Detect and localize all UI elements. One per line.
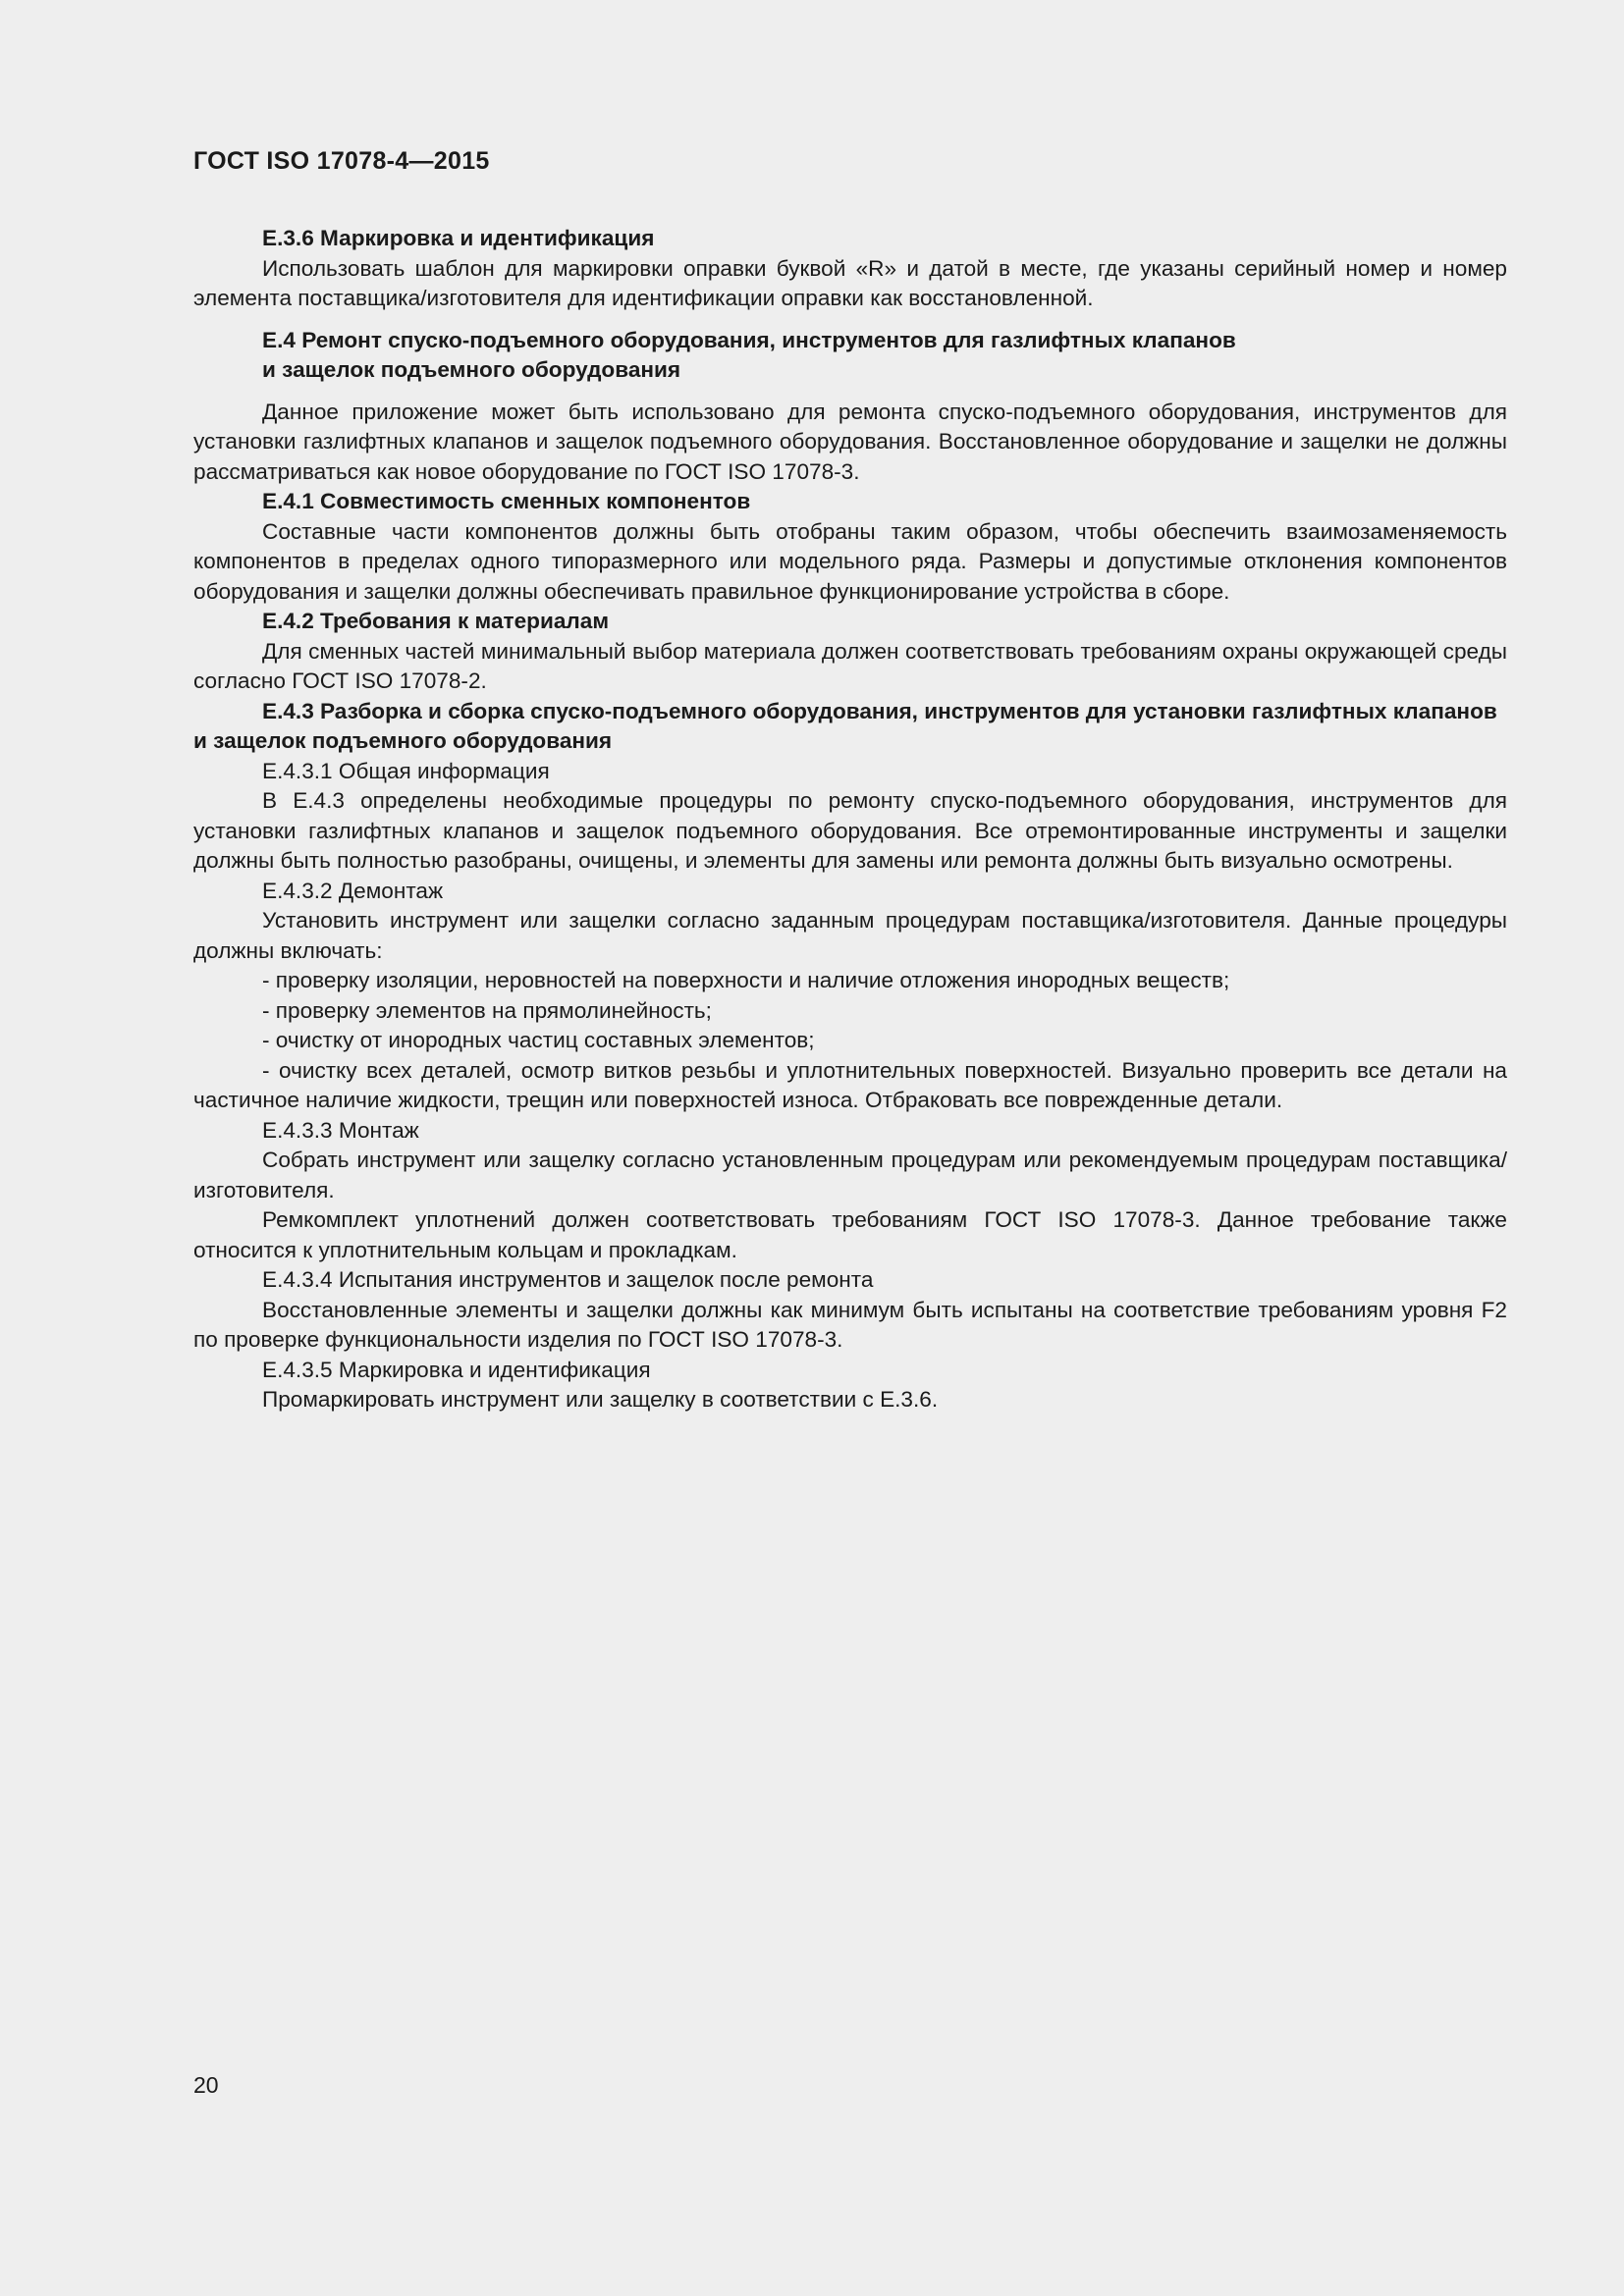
subsection-heading-e434: Е.4.3.4 Испытания инструментов и защелок после ремонта [262,1267,874,1292]
paragraph-e42: Для сменных частей минимальный выбор материала должен соответствовать требованиям охраны окружающей среды согласно ГОСТ ISO 17078-2. [193,638,1507,693]
paragraph-e431: В Е.4.3 определены необходимые процедуры по ремонту спуско-подъемного оборудования, инструментов для установки газлифтных клапанов и защелок подъемного оборудования. Все отремонтированные инструменты и защелки должны быть полностью разобраны, очищены, и элементы для замены или ремонта должны быть визуально осмотрены. [193,788,1507,873]
section-heading-e42: Е.4.2 Требования к материалам [262,609,610,633]
subsection-heading-e433: Е.4.3.3 Монтаж [262,1117,419,1143]
paragraph-e4: Данное приложение может быть использовано для ремонта спуско-подъемного оборудования, инструментов для установки газлифтных клапанов и защелок подъемного оборудования. Восстановленное оборудование и защелки не должны рассматриваться как новое оборудование по ГОСТ ISO 17078-3. [193,399,1507,484]
list-item: - очистку всех деталей, осмотр витков резьбы и уплотнительных поверхностей. Визуально проверить все детали на частичное наличие жидкости, трещин или поверхностей износа. Отбраковать все поврежденные детали. [193,1057,1507,1112]
section-heading-e36: Е.3.6 Маркировка и идентификация [262,226,655,250]
paragraph-e434: Восстановленные элементы и защелки должны как минимум быть испытаны на соответствие требованиям уровня F2 по проверке функциональности изделия по ГОСТ ISO 17078-3. [193,1297,1507,1352]
page-number: 20 [193,2072,219,2098]
section-heading-e4-line2: и защелок подъемного оборудования [262,357,681,382]
list-item: - очистку от инородных частиц составных элементов; [262,1028,815,1052]
subsection-heading-e431: Е.4.3.1 Общая информация [262,758,550,783]
paragraph-e433-2: Ремкомплект уплотнений должен соответствовать требованиям ГОСТ ISO 17078-3. Данное требование также относится к уплотнительным кольцам и прокладкам. [193,1207,1507,1262]
paragraph-e435: Промаркировать инструмент или защелку в соответствии с Е.3.6. [262,1387,939,1412]
document-body [193,224,1507,1415]
document-header: ГОСТ ISO 17078-4—2015 [193,147,490,175]
paragraph-e432: Установить инструмент или защелки согласно заданным процедурам поставщика/изготовителя. Данные процедуры должны включать: [193,908,1507,963]
paragraph-e36: Использовать шаблон для маркировки оправки буквой «R» и датой в месте, где указаны серийный номер и номер элемента поставщика/изготовителя для идентификации оправки как восстановленной. [193,255,1507,310]
section-heading-e41: Е.4.1 Совместимость сменных компонентов [262,489,751,513]
section-heading-e43: Е.4.3 Разборка и сборка спуско-подъемного оборудования, инструментов для установки газлифтных клапанов и защелок подъемного оборудования [193,698,1497,753]
paragraph-e433-1: Собрать инструмент или защелку согласно установленным процедурам или рекомендуемым процедурам поставщика/изготовителя. [193,1148,1507,1202]
section-heading-e4-line1: Е.4 Ремонт спуско-подъемного оборудования, инструментов для газлифтных клапанов [262,327,1236,352]
list-item: - проверку изоляции, неровностей на поверхности и наличие отложения инородных веществ; [262,968,1230,992]
list-item: - проверку элементов на прямолинейность; [262,997,712,1023]
subsection-heading-e432: Е.4.3.2 Демонтаж [262,878,444,903]
subsection-heading-e435: Е.4.3.5 Маркировка и идентификация [262,1357,651,1382]
paragraph-e41: Составные части компонентов должны быть отобраны таким образом, чтобы обеспечить взаимозаменяемость компонентов в пределах одного типоразмерного или модельного ряда. Размеры и допустимые отклонения компонентов оборудования и защелки должны обеспечивать правильное функционирование устройства в сборе. [193,518,1507,604]
